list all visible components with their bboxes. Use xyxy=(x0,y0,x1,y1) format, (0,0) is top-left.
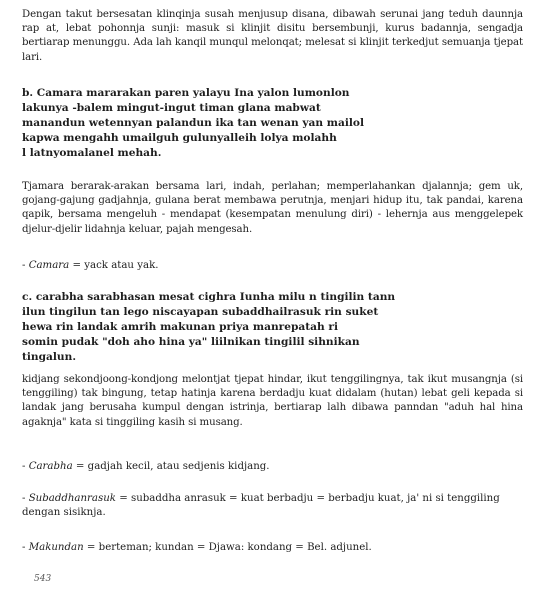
footnote-text: = subaddha anrasuk = kuat berbadju = berbadju kuat, ja' ni si tenggiling dengan sisiknja. xyxy=(22,493,500,519)
verse-c-line: ilun tingilun tan lego niscayapan subaddhailrasuk rin suket xyxy=(22,306,379,318)
footnote-subaddhanrasuk: - Subaddhanrasuk = subaddha anrasuk = kuat berbadju = berbadju kuat, ja' ni si tenggiling dengan sisiknja. xyxy=(22,493,500,519)
page-number: 543 xyxy=(34,574,52,584)
verse-b-line: manandun wetennyan palandun ika tan wenan yan mailol xyxy=(22,117,365,129)
verse-b-line: l latnyomalanel mehah. xyxy=(22,147,162,159)
footnote-term: Carabha xyxy=(28,461,73,472)
verse-b xyxy=(22,86,523,161)
verse-c-line: hewa rin landak amrih makunan priya manrepatah ri xyxy=(22,321,338,333)
verse-c-line: c. carabha sarabhasan mesat cighra Iunha milu n tingilin tann xyxy=(22,291,396,303)
paragraph-translation-c: kidjang sekondjoong-kondjong melontjat tjepat hindar, ikut tenggilingnya, tak ikut musangnja (si tenggiling) tak bingung, tetap hatinja karena berdadju kuat didalam (hutan) lebat geli kepada si landak jang berusaha kumpul dengan istrinja, bertiarap lalh dibawa panndan "aduh hal hina agaknja" kata si tinggiling kasih si musang. xyxy=(22,374,523,428)
footnote-text: = berteman; kundan = Djawa: kondang = Bel. adjunel. xyxy=(83,542,372,553)
verse-b-line: lakunya -balem mingut-ingut timan glana mabwat xyxy=(22,102,321,114)
verse-b-line: kapwa mengahh umailguh gulunyalleih lolya molahh xyxy=(22,132,337,144)
footnote-term: Subaddhanrasuk xyxy=(28,493,116,504)
verse-c-line: somin pudak "doh aho hina ya" liilnikan tingilil sihnikan xyxy=(22,336,360,348)
footnote-carabha: - Carabha = gadjah kecil, atau sedjenis kidjang. xyxy=(22,461,270,472)
footnote-term: Camara xyxy=(28,260,70,271)
footnote-makundan: - Makundan = berteman; kundan = Djawa: kondang = Bel. adjunel. xyxy=(22,542,372,553)
verse-c xyxy=(22,290,523,365)
paragraph-translation-b: Tjamara berarak-arakan bersama lari, indah, perlahan; memperlahankan djalannja; gem uk, gojang-gajung gadjahnja, gulana berat membawa perutnja, menjari hidup itu, tak pandai, karena qapik, bersama mengeluh - mendapat (kesempatan menulung diri) - lehernja aus menggelepek djelur-djelir lidahnja keluar, pajah mengesah. xyxy=(22,181,523,235)
footnote-term: Makundan xyxy=(28,542,84,553)
verse-c-line: tingalun. xyxy=(22,351,77,363)
verse-b-line: b. Camara mararakan paren yalayu Ina yalon lumonlon xyxy=(22,87,350,99)
footnote-text: = yack atau yak. xyxy=(69,260,159,271)
footnote-camara: - Camara = yack atau yak. xyxy=(22,260,159,271)
footnote-text: = gadjah kecil, atau sedjenis kidjang. xyxy=(72,461,270,472)
paragraph-translation-a: Dengan takut bersesatan klinqinja susah menjusup disana, dibawah serunai jang teduh daunnja rap at, lebat pohonnja sunji: masuk si klinjit disitu bersembunji, kurus badannja, sengadja bertiarap menunggu. Ada lah kanqil munqul melonqat; melesat si klinjit terkedjut semuanja tjepat lari. xyxy=(22,9,523,63)
